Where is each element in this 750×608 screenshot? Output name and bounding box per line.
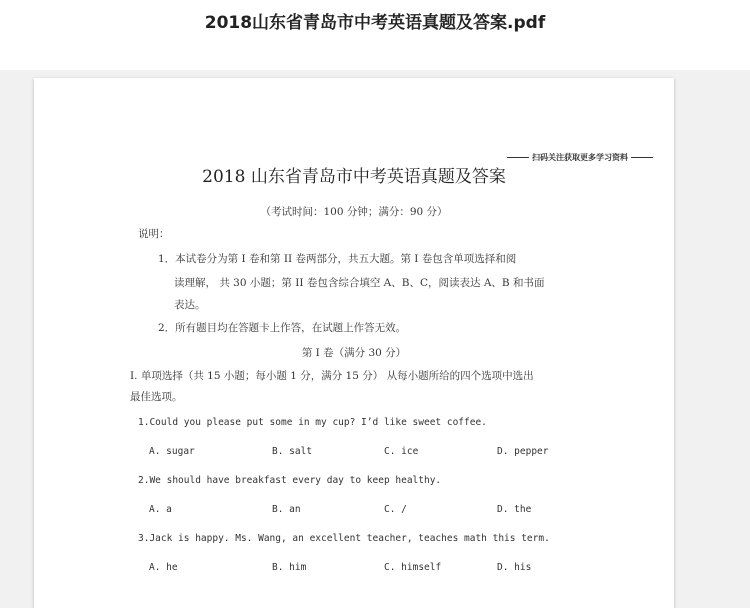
question-2-option-d: D. the — [497, 504, 532, 515]
note-1-line-2: 读理解， 共 30 小题；第 II 卷包含综合填空 A、B、C，阅读表达 A、B 和书面 — [174, 277, 545, 289]
question-3-stem: 3.Jack is happy. Ms. Wang, an excellent teacher, teaches math this term. — [138, 533, 550, 544]
question-1-option-a: A. sugar — [149, 446, 195, 457]
watermark-text: 扫码关注获取更多学习资料 — [532, 153, 628, 162]
question-1-option-b: B. salt — [272, 446, 313, 457]
watermark-dash-left — [507, 157, 529, 158]
question-1-option-d: D. pepper — [497, 446, 549, 457]
section-title: 第 I 卷（满分 30 分） — [301, 347, 407, 359]
question-3-option-c: C. himself — [384, 562, 442, 573]
file-title: 2018山东省青岛市中考英语真题及答案.pdf — [204, 13, 546, 33]
exam-info: （考试时间：100 分钟；满分：90 分） — [260, 206, 448, 218]
note-heading: 说明： — [138, 228, 170, 240]
note-1-line-1: 1．本试卷分为第 I 卷和第 II 卷两部分，共五大题。第 I 卷包含单项选择和阅 — [158, 253, 517, 265]
question-1-stem: 1.Could you please put some in my cup? I’d like sweet coffee. — [138, 417, 487, 428]
question-3-option-d: D. his — [497, 562, 532, 573]
question-3-option-a: A. he — [149, 562, 178, 573]
part-1-heading-line-2: 最佳选项。 — [130, 391, 183, 403]
question-2-stem: 2.We should have breakfast every day to keep healthy. — [138, 475, 442, 486]
question-2-option-b: B. an — [272, 504, 301, 515]
watermark-dash-right — [631, 157, 653, 158]
question-2-option-c: C. / — [384, 504, 407, 515]
question-3-option-b: B. him — [272, 562, 307, 573]
viewer-toolbar — [0, 0, 750, 70]
note-2: 2．所有题目均在答题卡上作答，在试题上作答无效。 — [158, 322, 407, 334]
pdf-page — [34, 78, 674, 608]
question-2-option-a: A. a — [149, 504, 172, 515]
document-title: 2018 山东省青岛市中考英语真题及答案 — [202, 167, 506, 187]
question-1-option-c: C. ice — [384, 446, 419, 457]
note-1-line-3: 表达。 — [174, 299, 206, 311]
part-1-heading-line-1: I. 单项选择（共 15 小题；每小题 1 分，满分 15 分） 从每小题所给的四个选项中选出 — [130, 370, 534, 382]
